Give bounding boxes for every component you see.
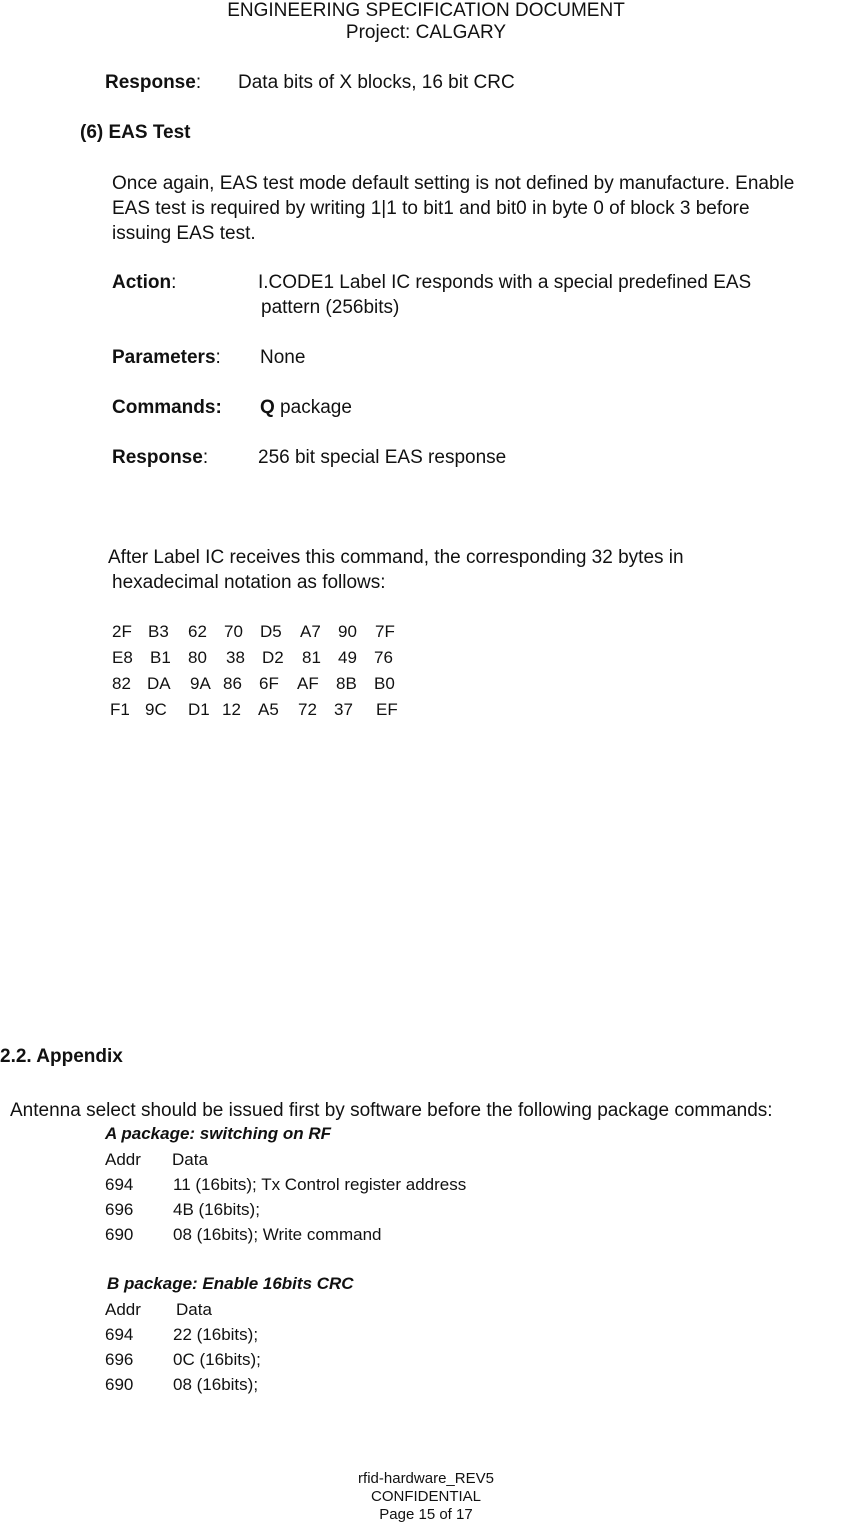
package-b-title: B package: Enable 16bits CRC xyxy=(107,1274,354,1293)
hex-byte: A5 xyxy=(258,700,279,719)
hex-byte: 9A xyxy=(190,674,211,693)
hex-byte: 76 xyxy=(374,648,393,667)
hex-byte: 2F xyxy=(112,622,132,641)
package-a-row-data: 08 (16bits); Write command xyxy=(173,1225,382,1244)
hex-byte: D2 xyxy=(262,648,284,667)
hex-byte: 81 xyxy=(302,648,321,667)
package-b-row-data: 08 (16bits); xyxy=(173,1375,259,1394)
appendix-intro: Antenna select should be issued first by software before the following package commands: xyxy=(10,1100,773,1121)
hex-byte: 7F xyxy=(375,622,395,641)
response-label-row xyxy=(112,445,208,470)
document-title: ENGINEERING SPECIFICATION DOCUMENT xyxy=(227,0,625,21)
parameters-label: Parameters xyxy=(112,347,216,368)
parameters-colon: : xyxy=(215,347,221,368)
after-line-2: hexadecimal notation as follows: xyxy=(112,572,386,593)
eas-heading: (6) EAS Test xyxy=(80,122,191,143)
action-colon: : xyxy=(171,272,177,293)
hex-byte: E8 xyxy=(112,648,133,667)
package-b-col-data: Data xyxy=(176,1300,212,1319)
package-b-col-addr: Addr xyxy=(105,1300,141,1319)
action-line-2: pattern (256bits) xyxy=(261,297,400,318)
parameters-label-row xyxy=(112,345,221,370)
prev-response-label: Response xyxy=(105,72,196,93)
footer-classification: CONFIDENTIAL xyxy=(370,1488,481,1505)
package-a-col-data: Data xyxy=(172,1150,208,1169)
package-b-row-addr: 690 xyxy=(105,1375,134,1394)
package-a-row-addr: 694 xyxy=(105,1175,134,1194)
hex-byte: D1 xyxy=(188,700,210,719)
footer-doc-id: rfid-hardware_REV5 xyxy=(358,1470,494,1487)
commands-label: Commands: xyxy=(112,397,222,418)
hex-byte: 38 xyxy=(226,648,245,667)
hex-byte: 8B xyxy=(336,674,357,693)
package-a-row-addr: 690 xyxy=(105,1225,134,1244)
package-b-row-addr: 694 xyxy=(105,1325,134,1344)
commands-q: Q xyxy=(260,397,275,418)
package-a-col-addr: Addr xyxy=(105,1150,141,1169)
hex-byte: 37 xyxy=(334,700,353,719)
hex-byte: 62 xyxy=(188,622,207,641)
hex-byte: EF xyxy=(376,700,398,719)
eas-intro-line-2: EAS test is required by writing 1|1 to bit1 and bit0 in byte 0 of block 3 before xyxy=(112,198,750,219)
hex-byte: 49 xyxy=(338,648,357,667)
package-b-row-data: 0C (16bits); xyxy=(173,1350,261,1369)
hex-byte: 9C xyxy=(145,700,167,719)
response-colon: : xyxy=(202,447,209,468)
hex-byte: DA xyxy=(147,674,171,693)
commands-value xyxy=(260,395,352,420)
hex-byte: F1 xyxy=(110,700,130,719)
hex-byte: 80 xyxy=(188,648,207,667)
after-line-1: After Label IC receives this command, the corresponding 32 bytes in xyxy=(108,547,684,568)
hex-byte: B0 xyxy=(374,674,395,693)
hex-byte: 12 xyxy=(222,700,241,719)
package-a-row-data: 4B (16bits); xyxy=(173,1200,260,1219)
hex-byte: 90 xyxy=(338,622,357,641)
package-a-row-data: 11 (16bits); Tx Control register address xyxy=(173,1175,467,1194)
hex-byte: 6F xyxy=(259,674,279,693)
hex-byte: B3 xyxy=(148,622,169,641)
package-a-title: A package: switching on RF xyxy=(105,1124,332,1143)
project-name: Project: CALGARY xyxy=(345,22,507,43)
hex-byte: 70 xyxy=(224,622,243,641)
footer-page-number: Page 15 of 17 xyxy=(379,1506,473,1523)
hex-byte: D5 xyxy=(260,622,282,641)
prev-response-value: Data bits of X blocks, 16 bit CRC xyxy=(238,72,515,93)
appendix-heading: 2.2. Appendix xyxy=(0,1046,123,1067)
hex-byte: 86 xyxy=(223,674,242,693)
parameters-value: None xyxy=(260,347,306,368)
hex-byte: A7 xyxy=(300,622,321,641)
eas-intro-line-1: Once again, EAS test mode default setting is not defined by manufacture. Enable xyxy=(112,173,795,194)
action-label-row xyxy=(112,270,176,295)
prev-response-row xyxy=(105,70,201,95)
hex-byte: 82 xyxy=(112,674,131,693)
action-label: Action xyxy=(112,272,172,293)
package-a-row-addr: 696 xyxy=(105,1200,134,1219)
prev-response-colon: : xyxy=(195,72,202,93)
response-value: 256 bit special EAS response xyxy=(258,447,507,468)
eas-hex-table xyxy=(0,622,852,722)
hex-byte: AF xyxy=(297,674,319,693)
hex-byte: 72 xyxy=(298,700,317,719)
hex-byte: B1 xyxy=(150,648,171,667)
response-label: Response xyxy=(112,447,203,468)
package-b-row-addr: 696 xyxy=(105,1350,134,1369)
action-line-1: I.CODE1 Label IC responds with a special predefined EAS xyxy=(258,272,752,293)
package-b-row-data: 22 (16bits); xyxy=(173,1325,259,1344)
eas-intro-line-3: issuing EAS test. xyxy=(112,223,256,244)
commands-rest: package xyxy=(274,397,352,418)
